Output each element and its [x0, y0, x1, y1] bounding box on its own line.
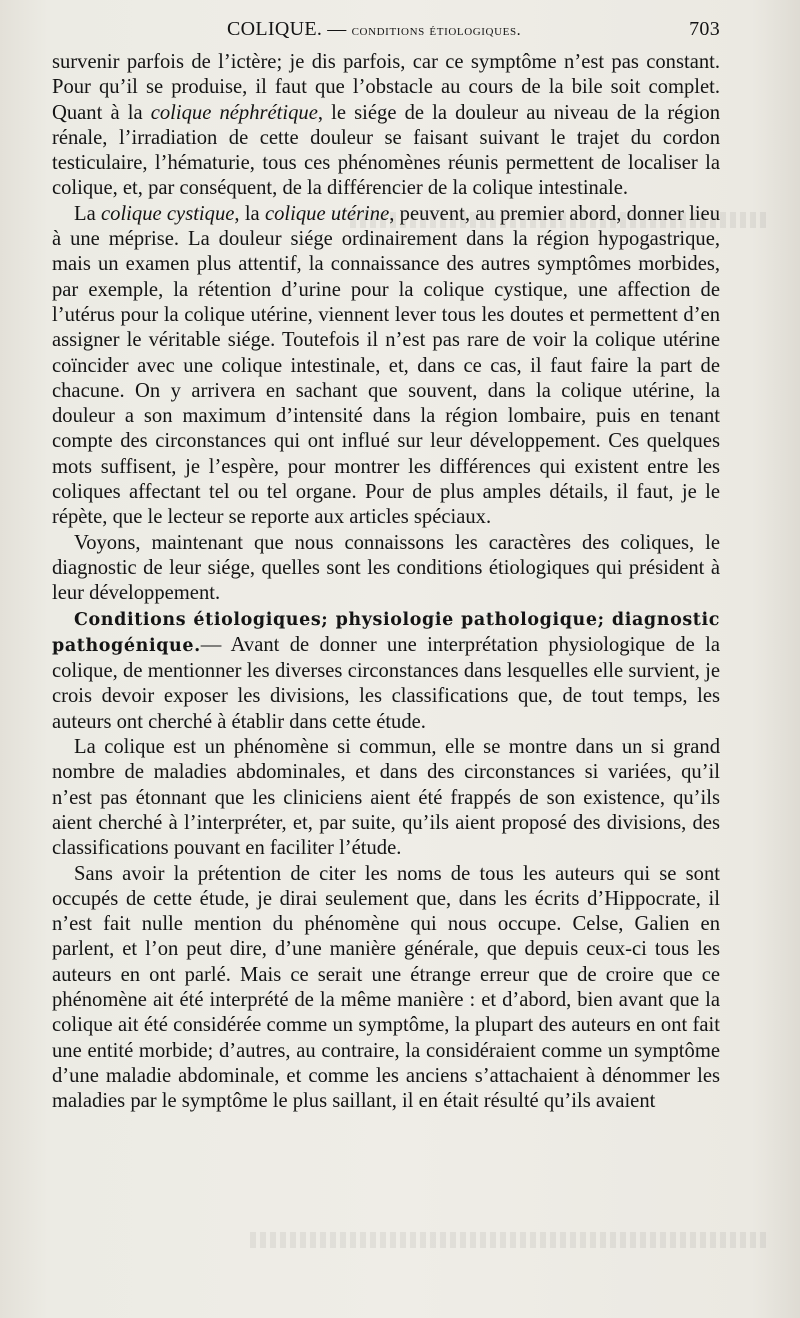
paragraph-1: survenir parfois de l’ictère; je dis parfois, car ce symptôme n’est pas constant. Pour qu’il se produise, il faut que l’obstacle au cours de la bile soit complet. Quant à la colique néphrétique, le siége de la douleur au niveau de la région rénale, l’irradiation de cette douleur se faisant suivant le trajet du cordon testiculaire, l’hématurie, tous ces phénomènes réunis permettent de localiser la colique, et, par conséquent, de la différencier de la colique intestinale.	[52, 51, 720, 200]
running-title-main: COLIQUE.	[227, 18, 323, 40]
show-through-ink	[250, 1232, 770, 1248]
page-number: 703	[689, 18, 720, 40]
term-colique-cystique: colique cystique	[101, 202, 235, 225]
term-colique-nephretique: colique néphrétique	[150, 101, 318, 124]
running-title-dash: —	[327, 19, 347, 40]
running-header	[52, 18, 720, 46]
running-title	[227, 18, 521, 41]
section-heading: Conditions étiologiques; physiologie pathologique; diagnostic pathogénique.	[52, 609, 720, 656]
term-colique-uterine: colique utérine	[264, 202, 390, 225]
body-text	[52, 50, 720, 1114]
paragraph-3: Voyons, maintenant que nous connaissons les caractères des coliques, le diagnostic de leur siége, quelles sont les conditions étiologiques qui président à leur développement.	[52, 531, 720, 605]
running-title-sub: conditions étiologiques.	[351, 22, 522, 39]
paragraph-4: Conditions étiologiques; physiologie pathologique; diagnostic pathogénique.— Avant de donner une interprétation physiologique de la colique, de mentionner les diverses circonstances dans lesquelles elle survient, je crois devoir exposer les divisions, les classifications que, de tout temps, les auteurs ont cherché à établir dans cette étude.	[52, 609, 720, 733]
paragraph-5: La colique est un phénomène si commun, elle se montre dans un si grand nombre de maladies abdominales, et dans des circonstances si variées, qu’il n’est pas étonnant que les cliniciens aient été frappés de son existence, qu’ils aient cherché à l’interpréter, et, par suite, qu’ils aient proposé des divisions, des classifications pouvant en faciliter l’étude.	[52, 736, 720, 860]
paragraph-6: Sans avoir la prétention de citer les noms de tous les auteurs qui se sont occupés de cette étude, je dirai seulement que, dans les écrits d’Hippocrate, il n’est fait nulle mention du phénomène qui nous occupe. Celse, Galien en parlent, et l’on peut dire, d’une manière générale, que depuis ceux-ci tous les auteurs en ont parlé. Mais ce serait une étrange erreur que de croire que ce phénomène ait été interprété de la même manière : et d’abord, bien avant que la colique ait été considérée comme un symptôme, la plupart des auteurs en ont fait une entité morbide; d’autres, au contraire, la considéraient comme un symptôme d’une maladie abdominale, et comme les anciens s’attachaient à dénommer les maladies par le symptôme le plus saillant, il en était résulté qu’ils avaient	[52, 862, 720, 1113]
paragraph-2: La colique cystique, la colique utérine, peuvent, au premier abord, donner lieu à une méprise. La douleur siége ordinairement dans la région hypogastrique, mais un examen plus attentif, la connaissance des autres symptômes morbides, par exemple, la rétention d’urine pour la colique cystique, une affection de l’utérus pour la colique utérine, viennent lever tous les doutes et permettent d’en assigner le véritable siége. Toutefois il n’est pas rare de voir la colique utérine coïncider avec une colique intestinale, et, dans ce cas, il faut faire la part de chacune. On y arrivera en sachant que souvent, dans la colique utérine, la douleur a son maximum d’intensité dans la région lombaire, puis en tenant compte des circonstances qui ont influé sur leur développement. Ces quelques mots suffisent, je l’espère, pour montrer les différences qui existent entre les coliques affectant tel ou tel organe. Pour de plus amples détails, il faut, je le répète, que le lecteur se reporte aux articles spéciaux.	[52, 202, 720, 529]
